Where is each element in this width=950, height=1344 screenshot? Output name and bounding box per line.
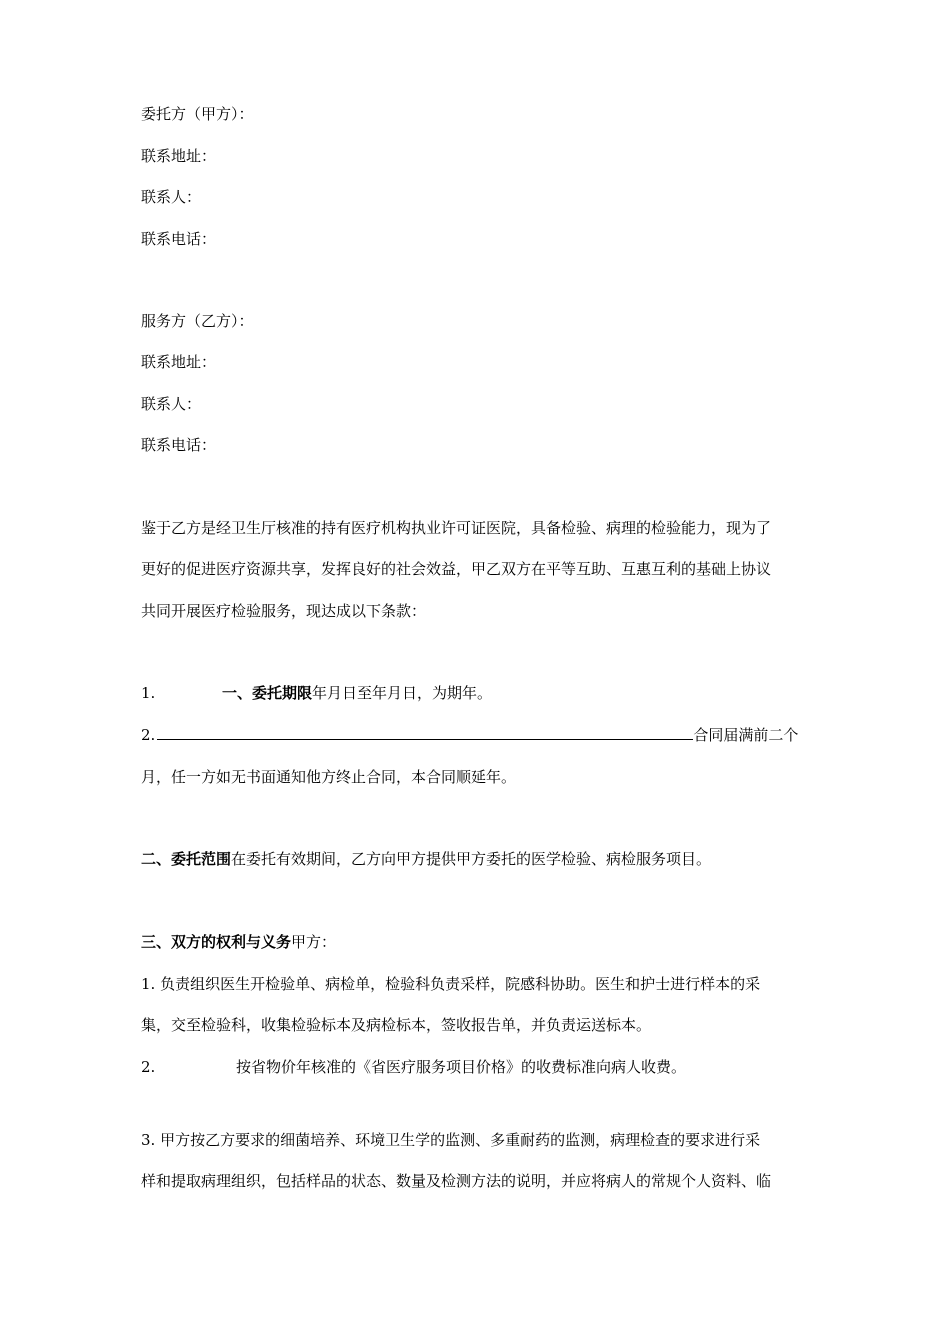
party-a-address: 联系地址：	[141, 147, 217, 165]
rights-item-3-line-2: 样和提取病理组织，包括样品的状态、数量及检测方法的说明，并应将病人的常规个人资料、临	[141, 1172, 772, 1190]
scope-paragraph	[141, 849, 711, 869]
rights-item-1-line-1: 1. 负责组织医生开检验单、病检单，检验科负责采样，院感科协助。医生和护士进行样本的采	[141, 975, 761, 993]
scope-heading: 二、委托范围	[141, 850, 232, 868]
term-item-2-continued: 月，任一方如无书面通知他方终止合同，本合同顺延年。	[141, 768, 517, 786]
term-item-1-number: 1.	[141, 684, 156, 702]
term-item-1-text: 年月日至年月日，为期年。	[312, 684, 493, 702]
blank-underline	[157, 725, 693, 740]
term-item-2-number: 2.	[141, 726, 156, 744]
scope-text: 在委托有效期间，乙方向甲方提供甲方委托的医学检验、病检服务项目。	[231, 850, 712, 868]
preamble-line-1: 鉴于乙方是经卫生厅核准的持有医疗机构执业许可证医院，具备检验、病理的检验能力，现为了	[141, 519, 772, 537]
rights-party-a-label: 甲方：	[291, 933, 337, 951]
party-b-contact: 联系人：	[141, 395, 202, 413]
rights-item-2-text: 按省物价年核准的《省医疗服务项目价格》的收费标准向病人收费。	[236, 1058, 687, 1076]
term-item-2-text: 合同届满前二个	[693, 726, 799, 744]
party-b-heading: 服务方（乙方）：	[141, 312, 254, 330]
term-heading: 一、委托期限	[222, 684, 313, 702]
party-a-heading: 委托方（甲方）：	[141, 105, 254, 123]
rights-heading: 三、双方的权利与义务	[141, 933, 292, 951]
preamble-line-3: 共同开展医疗检验服务，现达成以下条款：	[141, 602, 427, 620]
rights-item-2-number: 2.	[141, 1058, 156, 1076]
rights-paragraph	[141, 932, 336, 952]
rights-item-1-line-2: 集，交至检验科，收集检验标本及病检标本，签收报告单，并负责运送标本。	[141, 1016, 652, 1034]
party-a-contact: 联系人：	[141, 188, 202, 206]
party-b-phone: 联系电话：	[141, 436, 217, 454]
rights-item-3-line-1: 3. 甲方按乙方要求的细菌培养、环境卫生学的监测、多重耐药的监测，病理检查的要求进行采	[141, 1131, 761, 1149]
party-a-phone: 联系电话：	[141, 230, 217, 248]
term-item-2	[141, 725, 798, 745]
term-item-1	[141, 683, 492, 703]
rights-item-2	[141, 1057, 686, 1077]
party-b-address: 联系地址：	[141, 353, 217, 371]
preamble-line-2: 更好的促进医疗资源共享，发挥良好的社会效益，甲乙双方在平等互助、互惠互利的基础上协议	[141, 560, 772, 578]
